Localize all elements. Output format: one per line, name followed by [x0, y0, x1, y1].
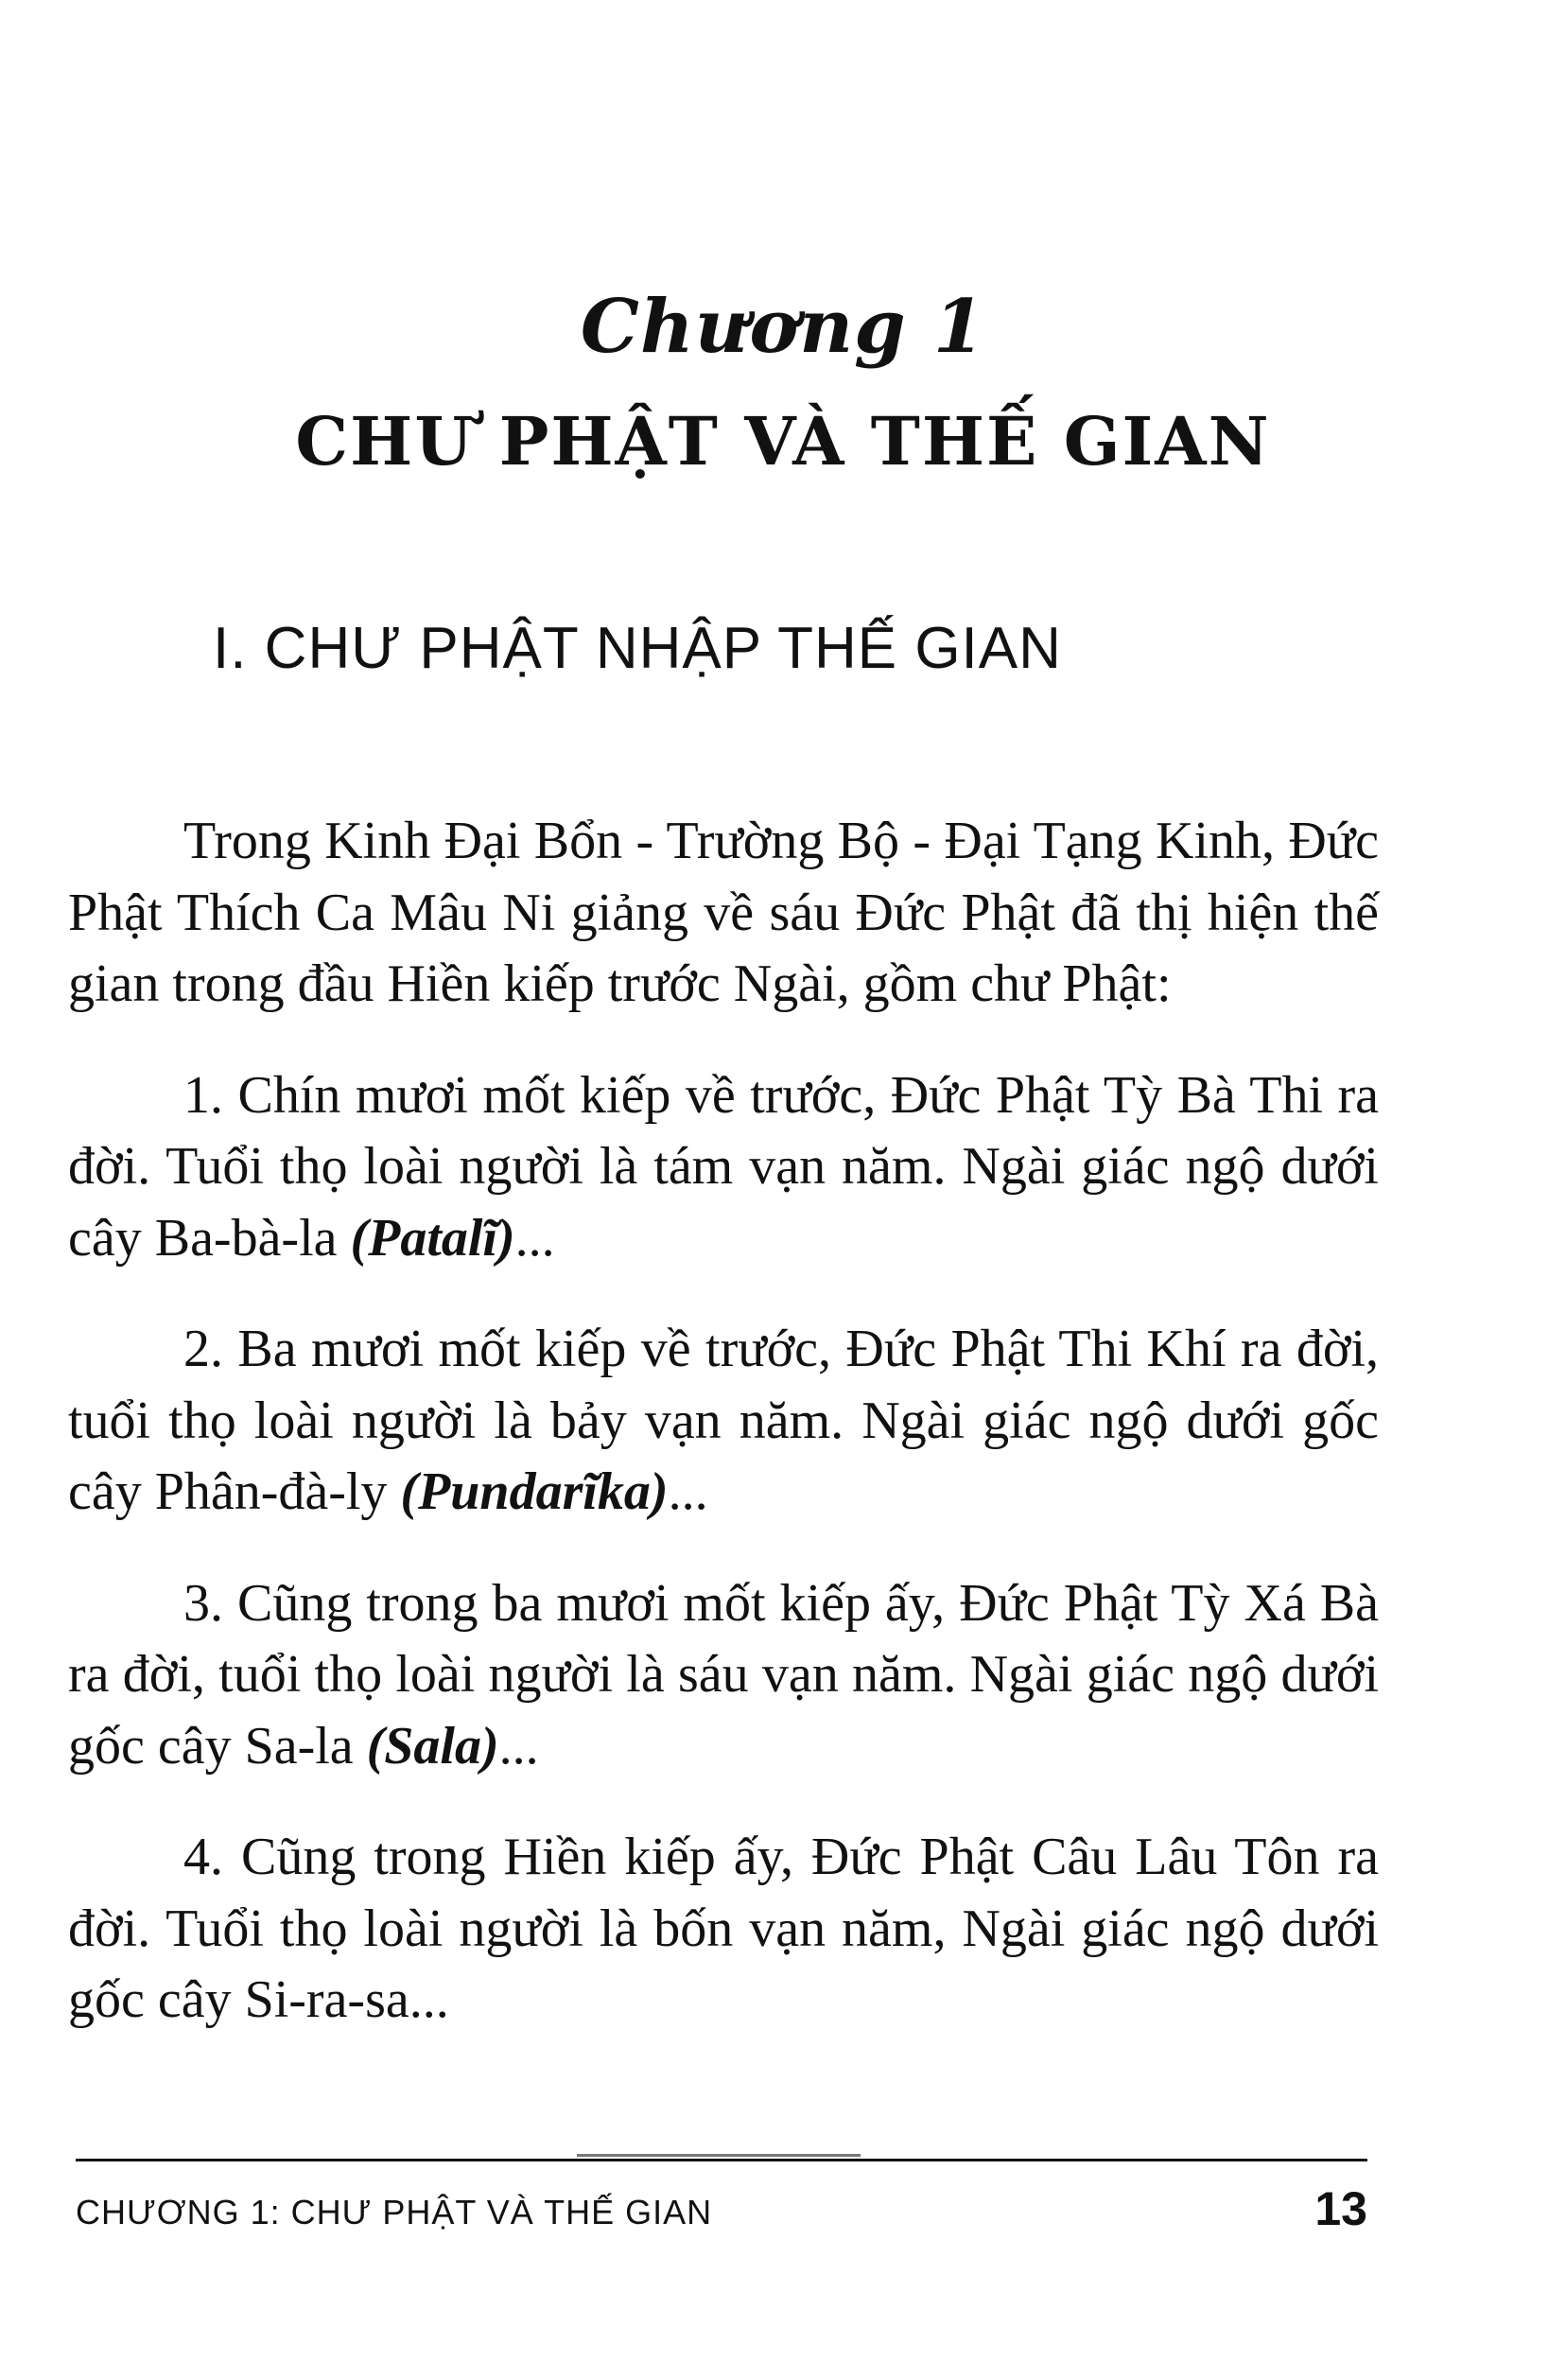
paragraph-item-4	[68, 1822, 1379, 2037]
chapter-title: CHƯ PHẬT VÀ THẾ GIAN	[295, 402, 1271, 481]
ellipsis: ...	[514, 1208, 555, 1268]
ellipsis: ...	[498, 1716, 539, 1776]
paragraph-text: 2. Ba mươi mốt kiếp về trước, Đức Phật Thi Khí ra đời, tuổi thọ loài người là bảy vạn năm. Ngài giác ngộ dưới gốc cây Phân-đà-ly	[68, 1320, 1379, 1521]
footer-divider-accent	[577, 2154, 861, 2157]
paragraph-item-2	[68, 1314, 1379, 1529]
paragraph-intro	[68, 806, 1379, 1021]
paragraph-item-1	[68, 1060, 1379, 1275]
footer-divider	[76, 2159, 1367, 2161]
paragraph-text: Trong Kinh Đại Bổn - Trường Bộ - Đại Tạng Kinh, Đức Phật Thích Ca Mâu Ni giảng về sáu Đức Phật đã thị hiện thế gian trong đầu Hiền kiếp trước Ngài, gồm chư Phật:	[68, 812, 1379, 1013]
paragraph-item-3	[68, 1568, 1379, 1783]
paragraph-text: 4. Cũng trong Hiền kiếp ấy, Đức Phật Câu Lâu Tôn ra đời. Tuổi thọ loài người là bốn vạn năm, Ngài giác ngộ dưới gốc cây Si-ra-sa...	[68, 1828, 1379, 2029]
body-text	[68, 806, 1379, 2037]
pali-term: (Pundarĩka)	[400, 1462, 669, 1521]
section-heading: I. CHƯ PHẬT NHẬP THẾ GIAN	[213, 616, 1062, 681]
paragraph-text: 3. Cũng trong ba mươi mốt kiếp ấy, Đức Phật Tỳ Xá Bà ra đời, tuổi thọ loài người là sáu vạn năm. Ngài giác ngộ dưới gốc cây Sa-la	[68, 1573, 1379, 1776]
running-head: CHƯƠNG 1: CHƯ PHẬT VÀ THẾ GIAN	[76, 2193, 713, 2231]
page-number: 13	[1314, 2182, 1367, 2235]
ellipsis: ...	[668, 1462, 708, 1521]
chapter-label: Chương 1	[580, 284, 986, 370]
pali-term: (Patalĩ)	[350, 1208, 515, 1268]
pali-term: (Sala)	[366, 1716, 499, 1776]
paragraph-text: 1. Chín mươi mốt kiếp về trước, Đức Phật Tỳ Bà Thi ra đời. Tuổi thọ loài người là tám vạn năm. Ngài giác ngộ dưới cây Ba-bà-la	[68, 1065, 1379, 1268]
